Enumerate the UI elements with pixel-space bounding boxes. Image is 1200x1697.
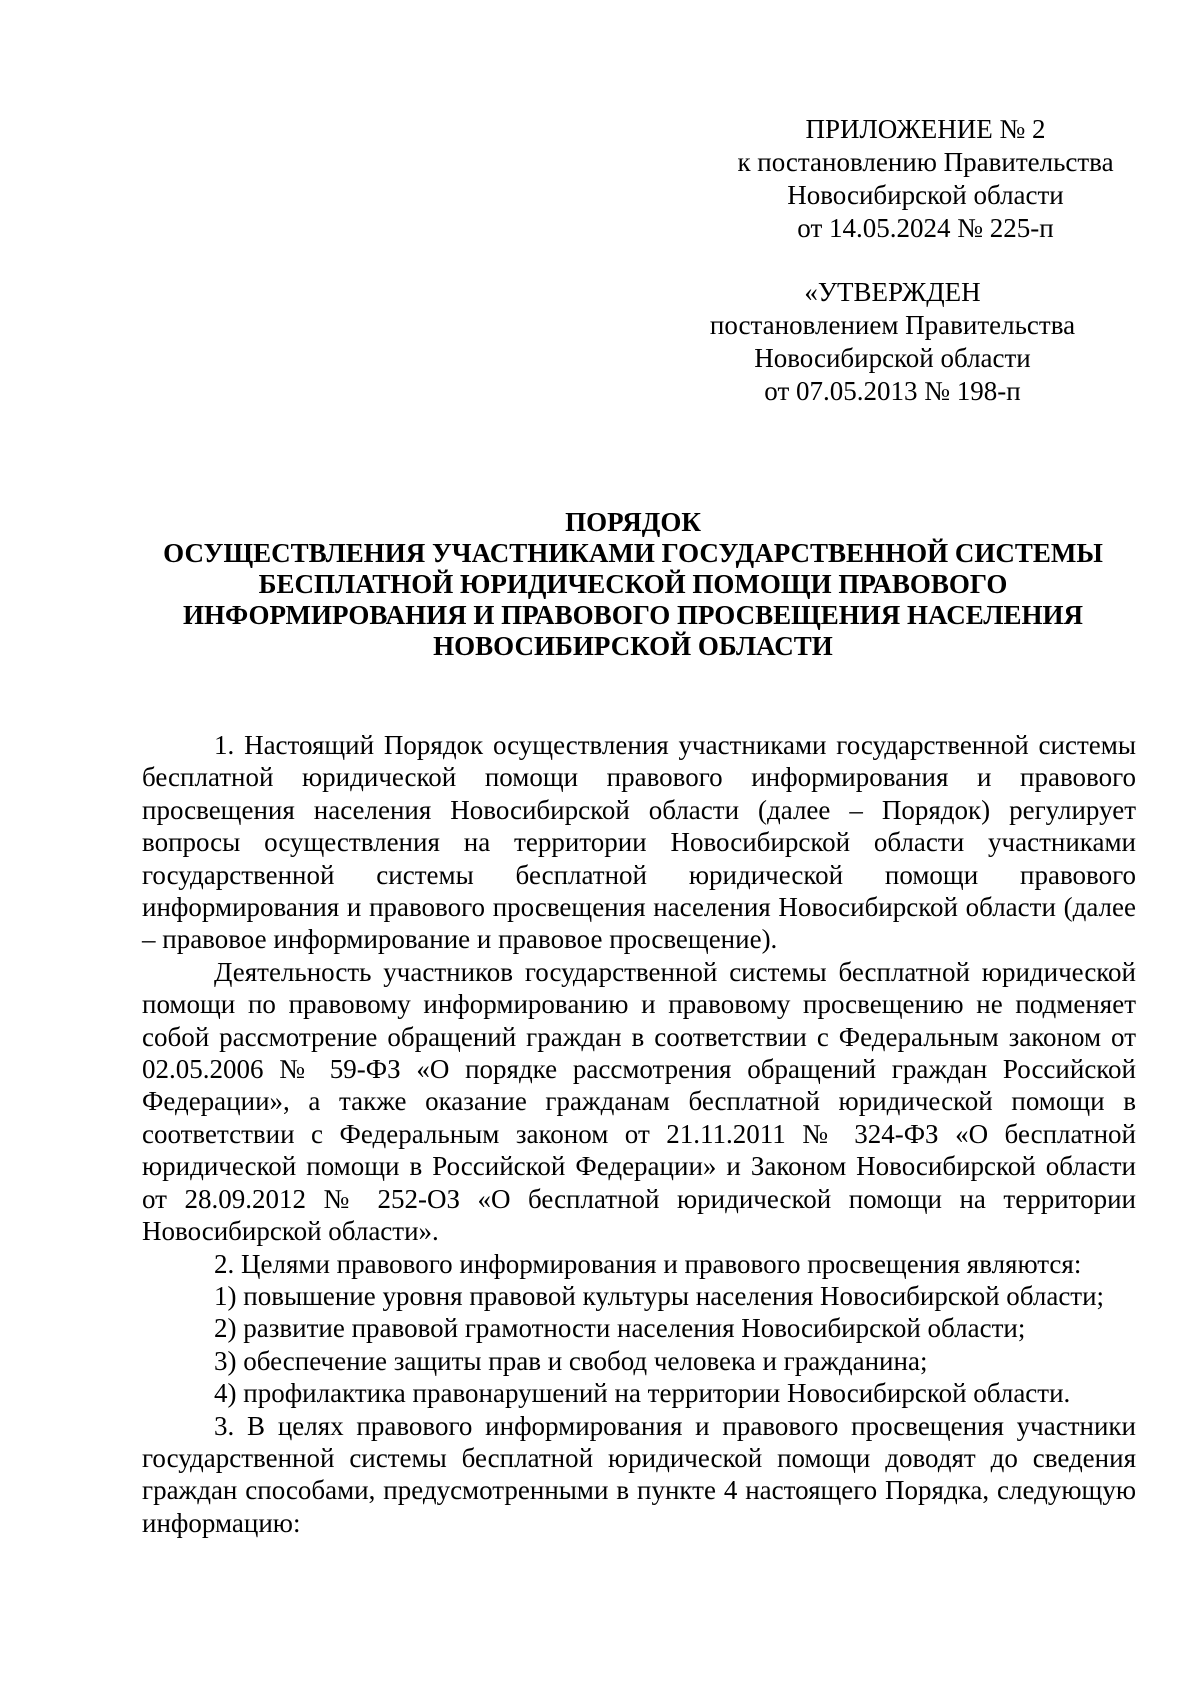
title-line: НОВОСИБИРСКОЙ ОБЛАСТИ bbox=[433, 631, 833, 661]
approved-resolution-ref: постановлением Правительства bbox=[709, 310, 1076, 340]
goal-item-3: 3) обеспечение защиты прав и свобод человека и гражданина; bbox=[214, 1345, 928, 1376]
paragraph-1: 1. Настоящий Порядок осуществления участниками государственной системы бесплатной юридической помощи правового информирования и правового просвещения населения Новосибирской области (далее – Порядок) регулирует вопросы осуществления на территории Новосибирской области участниками государственной системы бесплатной юридической помощи правового информирования и правового просвещения населения Новосибирской области (далее – правовое информирование и правовое просвещение). bbox=[142, 730, 1136, 955]
document-body bbox=[142, 729, 1136, 1539]
appendix-region: Новосибирской области bbox=[787, 180, 1064, 210]
document-title bbox=[130, 507, 1136, 662]
title-line: ОСУЩЕСТВЛЕНИЯ УЧАСТНИКАМИ ГОСУДАРСТВЕННОЙ СИСТЕМЫ bbox=[163, 538, 1103, 568]
goal-item-2: 2) развитие правовой грамотности населения Новосибирской области; bbox=[214, 1313, 1026, 1344]
approved-date: от 07.05.2013 № 198-п bbox=[764, 376, 1021, 406]
appendix-date: от 14.05.2024 № 225-п bbox=[797, 213, 1054, 243]
paragraph-activity: Деятельность участников государственной системы бесплатной юридической помощи по правовому информированию и правовому просвещению не подменяет собой рассмотрение обращений граждан в соответствии с Федеральным законом от 02.05.2006 № 59-ФЗ «О порядке рассмотрения обращений граждан Российской Федерации», а также оказание гражданам бесплатной юридической помощи в соответствии с Федеральным законом от 21.11.2011 № 324-ФЗ «О бесплатной юридической помощи в Российской Федерации» и Законом Новосибирской области от 28.09.2012 № 252-ОЗ «О бесплатной юридической помощи на территории Новосибирской области». bbox=[142, 956, 1136, 1247]
title-line: БЕСПЛАТНОЙ ЮРИДИЧЕСКОЙ ПОМОЩИ ПРАВОВОГО bbox=[258, 569, 1008, 599]
approved-region: Новосибирской области bbox=[754, 343, 1031, 373]
title-line: ПОРЯДОК bbox=[565, 507, 701, 537]
appendix-resolution-ref: к постановлению Правительства bbox=[737, 147, 1114, 177]
paragraph-2-goals: 2. Целями правового информирования и правового просвещения являются: bbox=[214, 1248, 1082, 1279]
goal-item-1: 1) повышение уровня правовой культуры населения Новосибирской области; bbox=[214, 1280, 1105, 1311]
paragraph-3: 3. В целях правового информирования и правового просвещения участники государственной системы бесплатной юридической помощи доводят до сведения граждан способами, предусмотренными в пункте 4 настоящего Порядка, следующую информацию: bbox=[142, 1410, 1136, 1538]
appendix-header bbox=[733, 113, 1118, 245]
goal-item-4: 4) профилактика правонарушений на территории Новосибирской области. bbox=[214, 1378, 1071, 1409]
title-line: ИНФОРМИРОВАНИЯ И ПРАВОВОГО ПРОСВЕЩЕНИЯ НАСЕЛЕНИЯ bbox=[183, 600, 1083, 630]
appendix-number: ПРИЛОЖЕНИЕ № 2 bbox=[805, 114, 1046, 144]
approved-header bbox=[700, 276, 1085, 408]
approved-label: «УТВЕРЖДЕН bbox=[804, 277, 981, 307]
